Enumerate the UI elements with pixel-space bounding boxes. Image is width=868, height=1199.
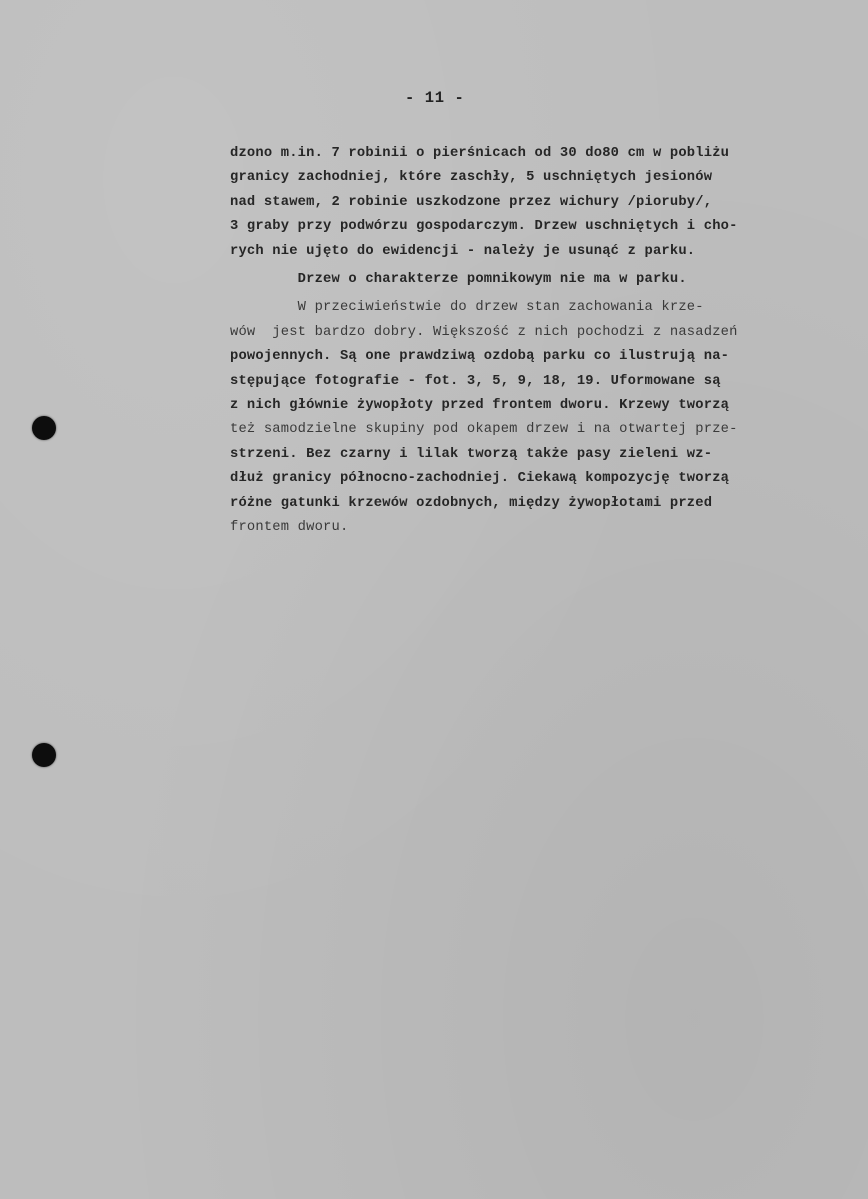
text-line: różne gatunki krzewów ozdobnych, między żywopłotami przed (230, 495, 713, 511)
punch-hole (32, 743, 56, 767)
text-line: wów jest bardzo dobry. Większość z nich pochodzi z nasadzeń (230, 324, 738, 340)
text-line: 3 graby przy podwórzu gospodarczym. Drzew uschniętych i cho- (230, 219, 738, 235)
page-number: - 11 - (405, 89, 465, 107)
text-line: rych nie ujęto do ewidencji - należy je usunąć z parku. (230, 243, 696, 259)
text-line: strzeni. Bez czarny i lilak tworzą także pasy zieleni wz- (230, 446, 713, 462)
text-line: W przeciwieństwie do drzew stan zachowania krze- (230, 300, 704, 316)
text-line: nad stawem, 2 robinie uszkodzone przez wichury /pioruby/, (230, 194, 713, 210)
typed-text-body (230, 142, 845, 541)
text-line: granicy zachodniej, które zaschły, 5 uschniętych jesionów (230, 170, 713, 186)
text-line: też samodzielne skupiny pod okapem drzew i na otwartej prze- (230, 422, 738, 438)
text-line: Drzew o charakterze pomnikowym nie ma w parku. (230, 272, 687, 288)
punch-hole (32, 416, 56, 440)
text-line: dzono m.in. 7 robinii o pierśnicach od 30 do80 cm w pobliżu (230, 146, 730, 161)
text-line: dłuż granicy północno-zachodniej. Ciekawą kompozycję tworzą (230, 471, 730, 487)
text-line: stępujące fotografie - fot. 3, 5, 9, 18, 19. Uformowane są (230, 373, 721, 389)
text-line: powojennych. Są one prawdziwą ozdobą parku co ilustrują na- (230, 349, 730, 365)
text-line: z nich głównie żywopłoty przed frontem dworu. Krzewy tworzą (230, 398, 730, 414)
text-line: frontem dworu. (230, 520, 349, 536)
